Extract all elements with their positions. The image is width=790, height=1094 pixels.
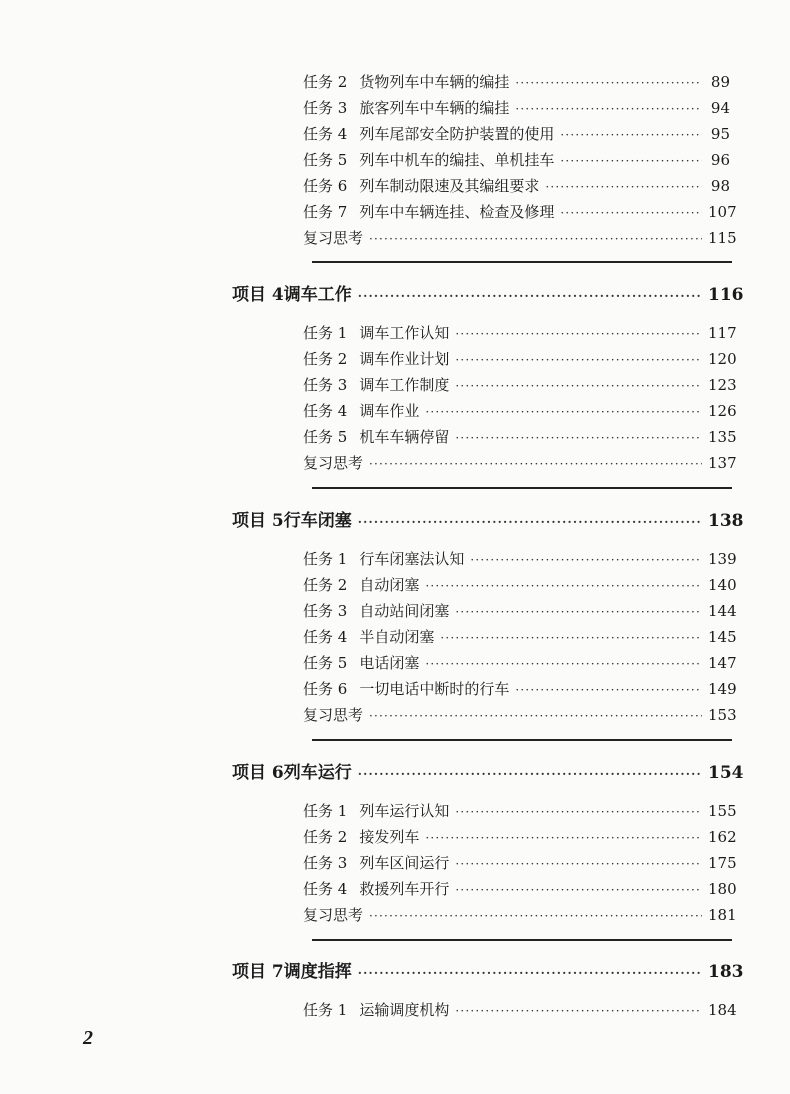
task-title: 半自动闭塞 [359,628,435,646]
toc-entry[interactable] [303,653,737,674]
toc-entry[interactable] [303,202,737,223]
page-number: 116 [708,285,744,305]
dot-leader [560,125,702,145]
dot-leader [369,706,702,726]
toc-entry[interactable] [303,1000,737,1021]
task-number: 任务 7 [303,203,348,221]
task-title: 救援列车开行 [359,880,450,898]
dot-leader [560,203,702,223]
task-title: 列车中机车的编挂、单机挂车 [359,151,555,169]
page-number: 175 [708,854,737,872]
page-number: 123 [708,376,737,394]
section-divider [312,939,732,941]
task-number: 任务 4 [303,402,348,420]
task-number: 任务 5 [303,428,348,446]
page-number: 120 [708,350,737,368]
page-number: 184 [708,1001,737,1019]
toc-entry[interactable] [303,323,737,344]
task-number: 任务 5 [303,151,348,169]
task-title: 电话闭塞 [359,654,420,672]
dot-leader [358,763,702,785]
page-number: 126 [708,402,737,420]
task-number: 任务 6 [303,177,348,195]
project-title: 列车运行 [283,763,352,783]
section-divider [312,739,732,741]
page-number: 94 [710,99,730,117]
toc-entry[interactable] [303,72,730,93]
page-number: 96 [710,151,730,169]
page-number: 107 [708,203,737,221]
page-number: 149 [708,680,737,698]
page-number: 139 [708,550,737,568]
task-title: 运输调度机构 [359,1001,450,1019]
toc-entry-review[interactable] [303,705,737,726]
dot-leader [369,229,702,249]
review-title: 复习思考 [303,706,364,724]
task-title: 调车工作制度 [359,376,450,394]
task-number: 任务 1 [303,550,348,568]
project-number: 项目 5 [232,511,284,531]
task-title: 列车中车辆连挂、检查及修理 [359,203,555,221]
dot-leader [425,576,702,596]
page-number: 181 [708,906,737,924]
toc-project-entry[interactable] [232,510,744,533]
toc-entry[interactable] [303,150,730,171]
task-number: 任务 2 [303,576,348,594]
dot-leader [440,628,702,648]
dot-leader [358,962,702,984]
toc-entry[interactable] [303,549,737,570]
task-title: 调车工作认知 [359,324,450,342]
task-number: 任务 4 [303,628,348,646]
task-number: 任务 3 [303,854,348,872]
toc-entry[interactable] [303,176,730,197]
toc-entry-review[interactable] [303,453,737,474]
task-number: 任务 1 [303,324,348,342]
page-number: 153 [708,706,737,724]
dot-leader [358,285,702,307]
task-number: 任务 1 [303,802,348,820]
page-number: 98 [710,177,730,195]
toc-entry[interactable] [303,98,730,119]
task-title: 列车制动限速及其编组要求 [359,177,540,195]
dot-leader [455,602,702,622]
dot-leader [515,73,702,93]
task-title: 自动闭塞 [359,576,420,594]
dot-leader [515,99,702,119]
task-number: 任务 4 [303,880,348,898]
task-number: 任务 4 [303,125,348,143]
dot-leader [455,428,702,448]
task-number: 任务 2 [303,828,348,846]
dot-leader [455,1001,702,1021]
page-number: 145 [708,628,737,646]
toc-entry[interactable] [303,575,737,596]
toc-entry[interactable] [303,853,737,874]
project-title: 调度指挥 [283,962,352,982]
task-title: 调车作业 [359,402,420,420]
page-number: 95 [710,125,730,143]
page-number: 180 [708,880,737,898]
task-number: 任务 3 [303,376,348,394]
page-number: 138 [708,511,744,531]
task-number: 任务 2 [303,73,348,91]
toc-entry[interactable] [303,427,737,448]
task-title: 一切电话中断时的行车 [359,680,510,698]
dot-leader [425,402,702,422]
task-title: 列车运行认知 [359,802,450,820]
page-number: 89 [710,73,730,91]
toc-entry[interactable] [303,627,737,648]
task-title: 自动站间闭塞 [359,602,450,620]
task-title: 货物列车中车辆的编挂 [359,73,510,91]
toc-project-entry[interactable] [232,284,744,307]
dot-leader [425,828,702,848]
task-number: 任务 6 [303,680,348,698]
toc-entry[interactable] [303,124,730,145]
dot-leader [455,802,702,822]
page-number: 135 [708,428,737,446]
review-title: 复习思考 [303,906,364,924]
page-number: 140 [708,576,737,594]
page-folio: 2 [83,1027,93,1049]
dot-leader [455,854,702,874]
task-title: 列车区间运行 [359,854,450,872]
toc-entry-review[interactable] [303,228,737,249]
task-title: 调车作业计划 [359,350,450,368]
dot-leader [455,324,702,344]
page-number: 162 [708,828,737,846]
project-title: 行车闭塞 [283,511,352,531]
dot-leader [455,350,702,370]
task-number: 任务 3 [303,602,348,620]
page-number: 115 [708,229,737,247]
page-number: 183 [708,962,744,982]
project-number: 项目 6 [232,763,284,783]
task-number: 任务 2 [303,350,348,368]
dot-leader [515,680,702,700]
toc-entry[interactable] [303,801,737,822]
project-number: 项目 7 [232,962,284,982]
task-title: 机车车辆停留 [359,428,450,446]
toc-entry[interactable] [303,601,737,622]
page-number: 117 [708,324,737,342]
section-divider [312,261,732,263]
task-number: 任务 5 [303,654,348,672]
section-divider [312,487,732,489]
toc-entry-review[interactable] [303,905,737,926]
dot-leader [369,454,702,474]
dot-leader [425,654,702,674]
toc-entry[interactable] [303,827,737,848]
page-number: 137 [708,454,737,472]
page-number: 144 [708,602,737,620]
toc-entry[interactable] [303,349,737,370]
project-number: 项目 4 [232,285,284,305]
dot-leader [560,151,702,171]
dot-leader [545,177,702,197]
page-number: 155 [708,802,737,820]
task-title: 行车闭塞法认知 [359,550,465,568]
project-title: 调车工作 [283,285,352,305]
dot-leader [455,376,702,396]
toc-entry[interactable] [303,375,737,396]
page-number: 154 [708,763,744,783]
page-number: 147 [708,654,737,672]
task-number: 任务 1 [303,1001,348,1019]
review-title: 复习思考 [303,454,364,472]
toc-entry[interactable] [303,401,737,422]
dot-leader [470,550,702,570]
review-title: 复习思考 [303,229,364,247]
toc-project-entry[interactable] [232,961,744,984]
dot-leader [358,511,702,533]
dot-leader [369,906,702,926]
task-title: 旅客列车中车辆的编挂 [359,99,510,117]
toc-project-entry[interactable] [232,762,744,785]
task-number: 任务 3 [303,99,348,117]
task-title: 接发列车 [359,828,420,846]
toc-entry[interactable] [303,679,737,700]
task-title: 列车尾部安全防护装置的使用 [359,125,555,143]
toc-entry[interactable] [303,879,737,900]
dot-leader [455,880,702,900]
